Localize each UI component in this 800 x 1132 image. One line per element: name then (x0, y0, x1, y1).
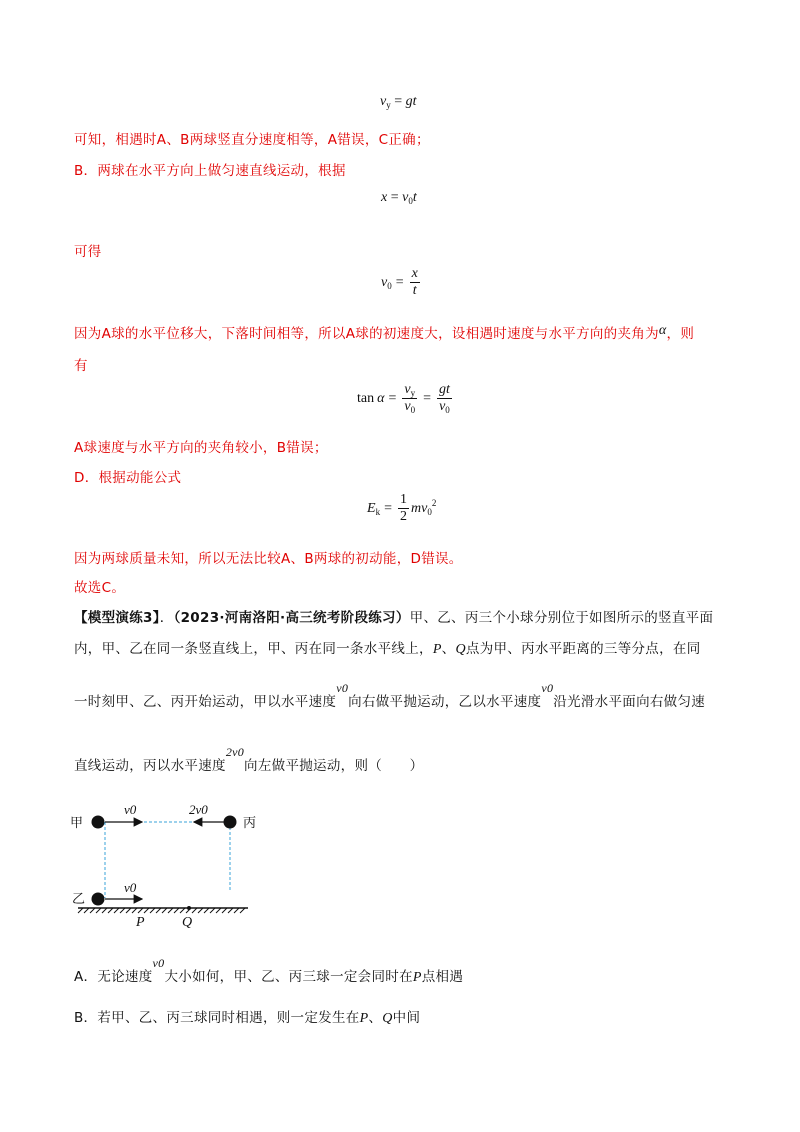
label-jia: 甲 (70, 816, 84, 831)
equation-v0-x-over-t: v 0 = $\frac{x}{t}$ (381, 266, 418, 298)
solution-line-3: 可得 (74, 244, 102, 260)
ball-bing (224, 816, 237, 829)
label-v0-top: v0 (124, 802, 137, 817)
problem-tag: 【模型演练3】 (74, 610, 160, 626)
problem-line-3: 一时刻甲、乙、丙开始运动，甲以水平速度v0向右做平抛运动，乙以水平速度v0沿光滑水平面向右做匀速 (74, 681, 706, 710)
ball-jia (92, 816, 105, 829)
equation-tan-alpha: tan α = $\frac{v_y}{v_0}$ = $\frac{gt}{v_0}$ (357, 382, 450, 415)
equation-vy-gt: $v_y$ = gt (380, 94, 417, 110)
solution-line-5: 有 (74, 358, 88, 374)
solution-line-7: D．根据动能公式 (74, 470, 182, 486)
solution-line-4: 因为A球的水平位移大，下落时间相等，所以A球的初速度大，设相遇时速度与水平方向的夹角为α，则 (74, 323, 695, 342)
solution-line-8: 因为两球质量未知，所以无法比较A、B两球的初动能，D错误。 (74, 551, 463, 567)
equation-x-v0t: $x = v_0t$ (381, 190, 417, 206)
label-v0-bottom: v0 (124, 880, 137, 895)
problem-line-1: 【模型演练3】．（2023·河南洛阳·高三统考阶段练习）甲、乙、丙三个小球分别位于如图所示的竖直平面 (74, 610, 714, 626)
solution-line-1: 可知，相遇时A、B两球竖直分速度相等，A错误，C正确； (74, 132, 430, 148)
label-q: Q (182, 915, 193, 930)
option-a: A．无论速度v0大小如何，甲、乙、丙三球一定会同时在P点相遇 (74, 956, 464, 985)
problem-line-4: 直线运动，丙以水平速度2v0向左做平抛运动，则（ ） (74, 745, 424, 774)
label-bing: 丙 (243, 816, 257, 831)
option-b: B．若甲、乙、丙三球同时相遇，则一定发生在P、Q中间 (74, 1010, 421, 1026)
problem-source: （2023·河南洛阳·高三统考阶段练习） (173, 610, 410, 626)
problem-line-2: 内，甲、乙在同一条竖直线上，甲、丙在同一条水平线上，P、Q点为甲、丙水平距离的三等分点，在同 (74, 641, 701, 657)
point-q-dot (187, 906, 191, 910)
label-2v0-top: 2v0 (189, 802, 208, 817)
label-yi: 乙 (72, 892, 86, 907)
solution-line-2: B．两球在水平方向上做匀速直线运动，根据 (74, 163, 346, 179)
label-p: P (136, 915, 145, 930)
solution-line-6: A球速度与水平方向的夹角较小，B错误； (74, 440, 328, 456)
ball-yi (92, 893, 105, 906)
equation-kinetic-energy: E k = $\frac{1}{2}$ m v 0 2 (367, 492, 437, 524)
solution-line-9: 故选C。 (74, 580, 126, 596)
projectile-figure (60, 795, 260, 935)
